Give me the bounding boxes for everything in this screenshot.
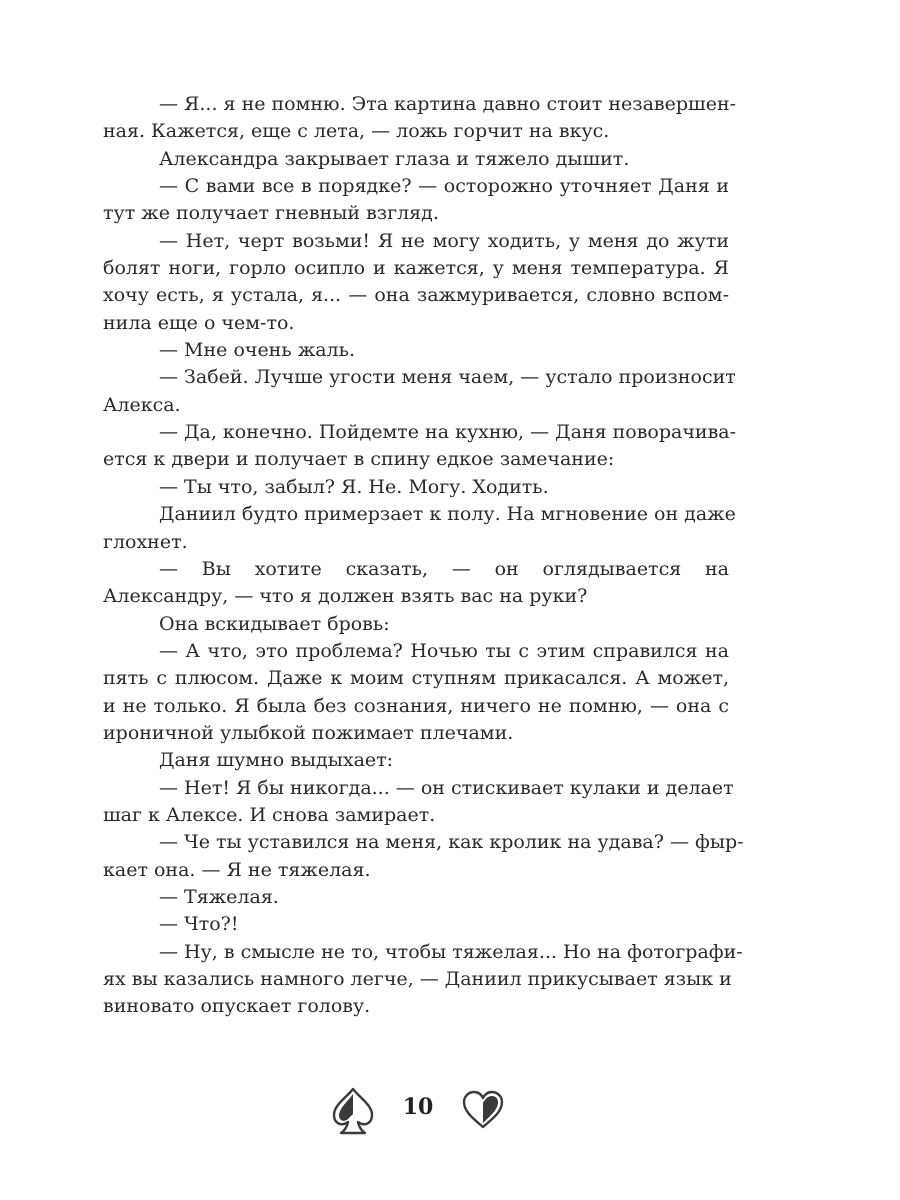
text-line: — Тяжелая.: [159, 885, 279, 908]
text-line: кает она. — Я не тяжелая.: [103, 858, 371, 881]
text-line: Александру, — что я должен взять вас на руки?: [103, 585, 588, 608]
text-line: виновато опускает голову.: [103, 995, 371, 1018]
page-footer: [0, 1080, 900, 1140]
text-line: — Нет! Я бы никогда... — он стискивает кулаки и делает: [159, 776, 734, 799]
text-line: — С вами все в порядке? — осторожно уточняет Даня и: [159, 175, 729, 198]
text-line: Алекса.: [103, 393, 181, 416]
body-text: [103, 91, 744, 1021]
heart-icon: [462, 1090, 504, 1130]
text-line: — Ну, в смысле не то, чтобы тяжелая... Но на фотографи-: [159, 940, 743, 963]
text-line: шаг к Алексе. И снова замирает.: [103, 803, 436, 826]
text-line: тут же получает гневный взгляд.: [103, 202, 439, 225]
text-line: — Че ты уставился на меня, как кролик на удава? — фыр-: [159, 831, 744, 854]
text-line: — Мне очень жаль.: [159, 339, 355, 362]
text-line: — Забей. Лучше угости меня чаем, — устало произносит: [159, 366, 736, 389]
text-line: — Вы хотите сказать, — он оглядывается на: [159, 557, 729, 580]
text-line: ироничной улыбкой пожимает плечами.: [103, 721, 514, 744]
text-line: — Нет, черт возьми! Я не могу ходить, у меня до жути: [159, 229, 729, 252]
text-line: — Я... я не помню. Эта картина давно стоит незавершен-: [159, 93, 737, 115]
text-line: ется к двери и получает в спину едкое замечание:: [103, 448, 615, 471]
text-line: Даня шумно выдыхает:: [159, 749, 394, 772]
page-number: 10: [402, 1094, 434, 1120]
text-line: и не только. Я была без сознания, ничего не помню, — она с: [103, 694, 729, 717]
text-line: глохнет.: [103, 530, 188, 553]
text-line: — Да, конечно. Пойдемте на кухню, — Даня поворачива-: [159, 421, 737, 444]
spade-icon: [331, 1086, 375, 1136]
text-line: Она вскидывает бровь:: [159, 612, 390, 635]
text-line: ная. Кажется, еще с лета, — ложь горчит на вкус.: [103, 120, 610, 143]
text-line: хочу есть, я устала, я... — она зажмуривается, словно вспом-: [103, 284, 729, 307]
text-line: болят ноги, горло осипло и кажется, у меня температура. Я: [103, 257, 729, 280]
text-line: — Что?!: [159, 913, 239, 936]
text-line: Александра закрывает глаза и тяжело дышит.: [159, 147, 630, 170]
text-line: ях вы казались намного легче, — Даниил прикусывает язык и: [103, 968, 732, 990]
text-line: — А что, это проблема? Ночью ты с этим справился на: [159, 639, 729, 662]
text-line: — Ты что, забыл? Я. Не. Могу. Ходить.: [159, 475, 549, 498]
text-line: Даниил будто примерзает к полу. На мгновение он даже: [159, 503, 736, 526]
text-line: пять с плюсом. Даже к моим ступням прикасался. А может,: [103, 667, 729, 690]
text-line: нила еще о чем-то.: [103, 311, 295, 334]
